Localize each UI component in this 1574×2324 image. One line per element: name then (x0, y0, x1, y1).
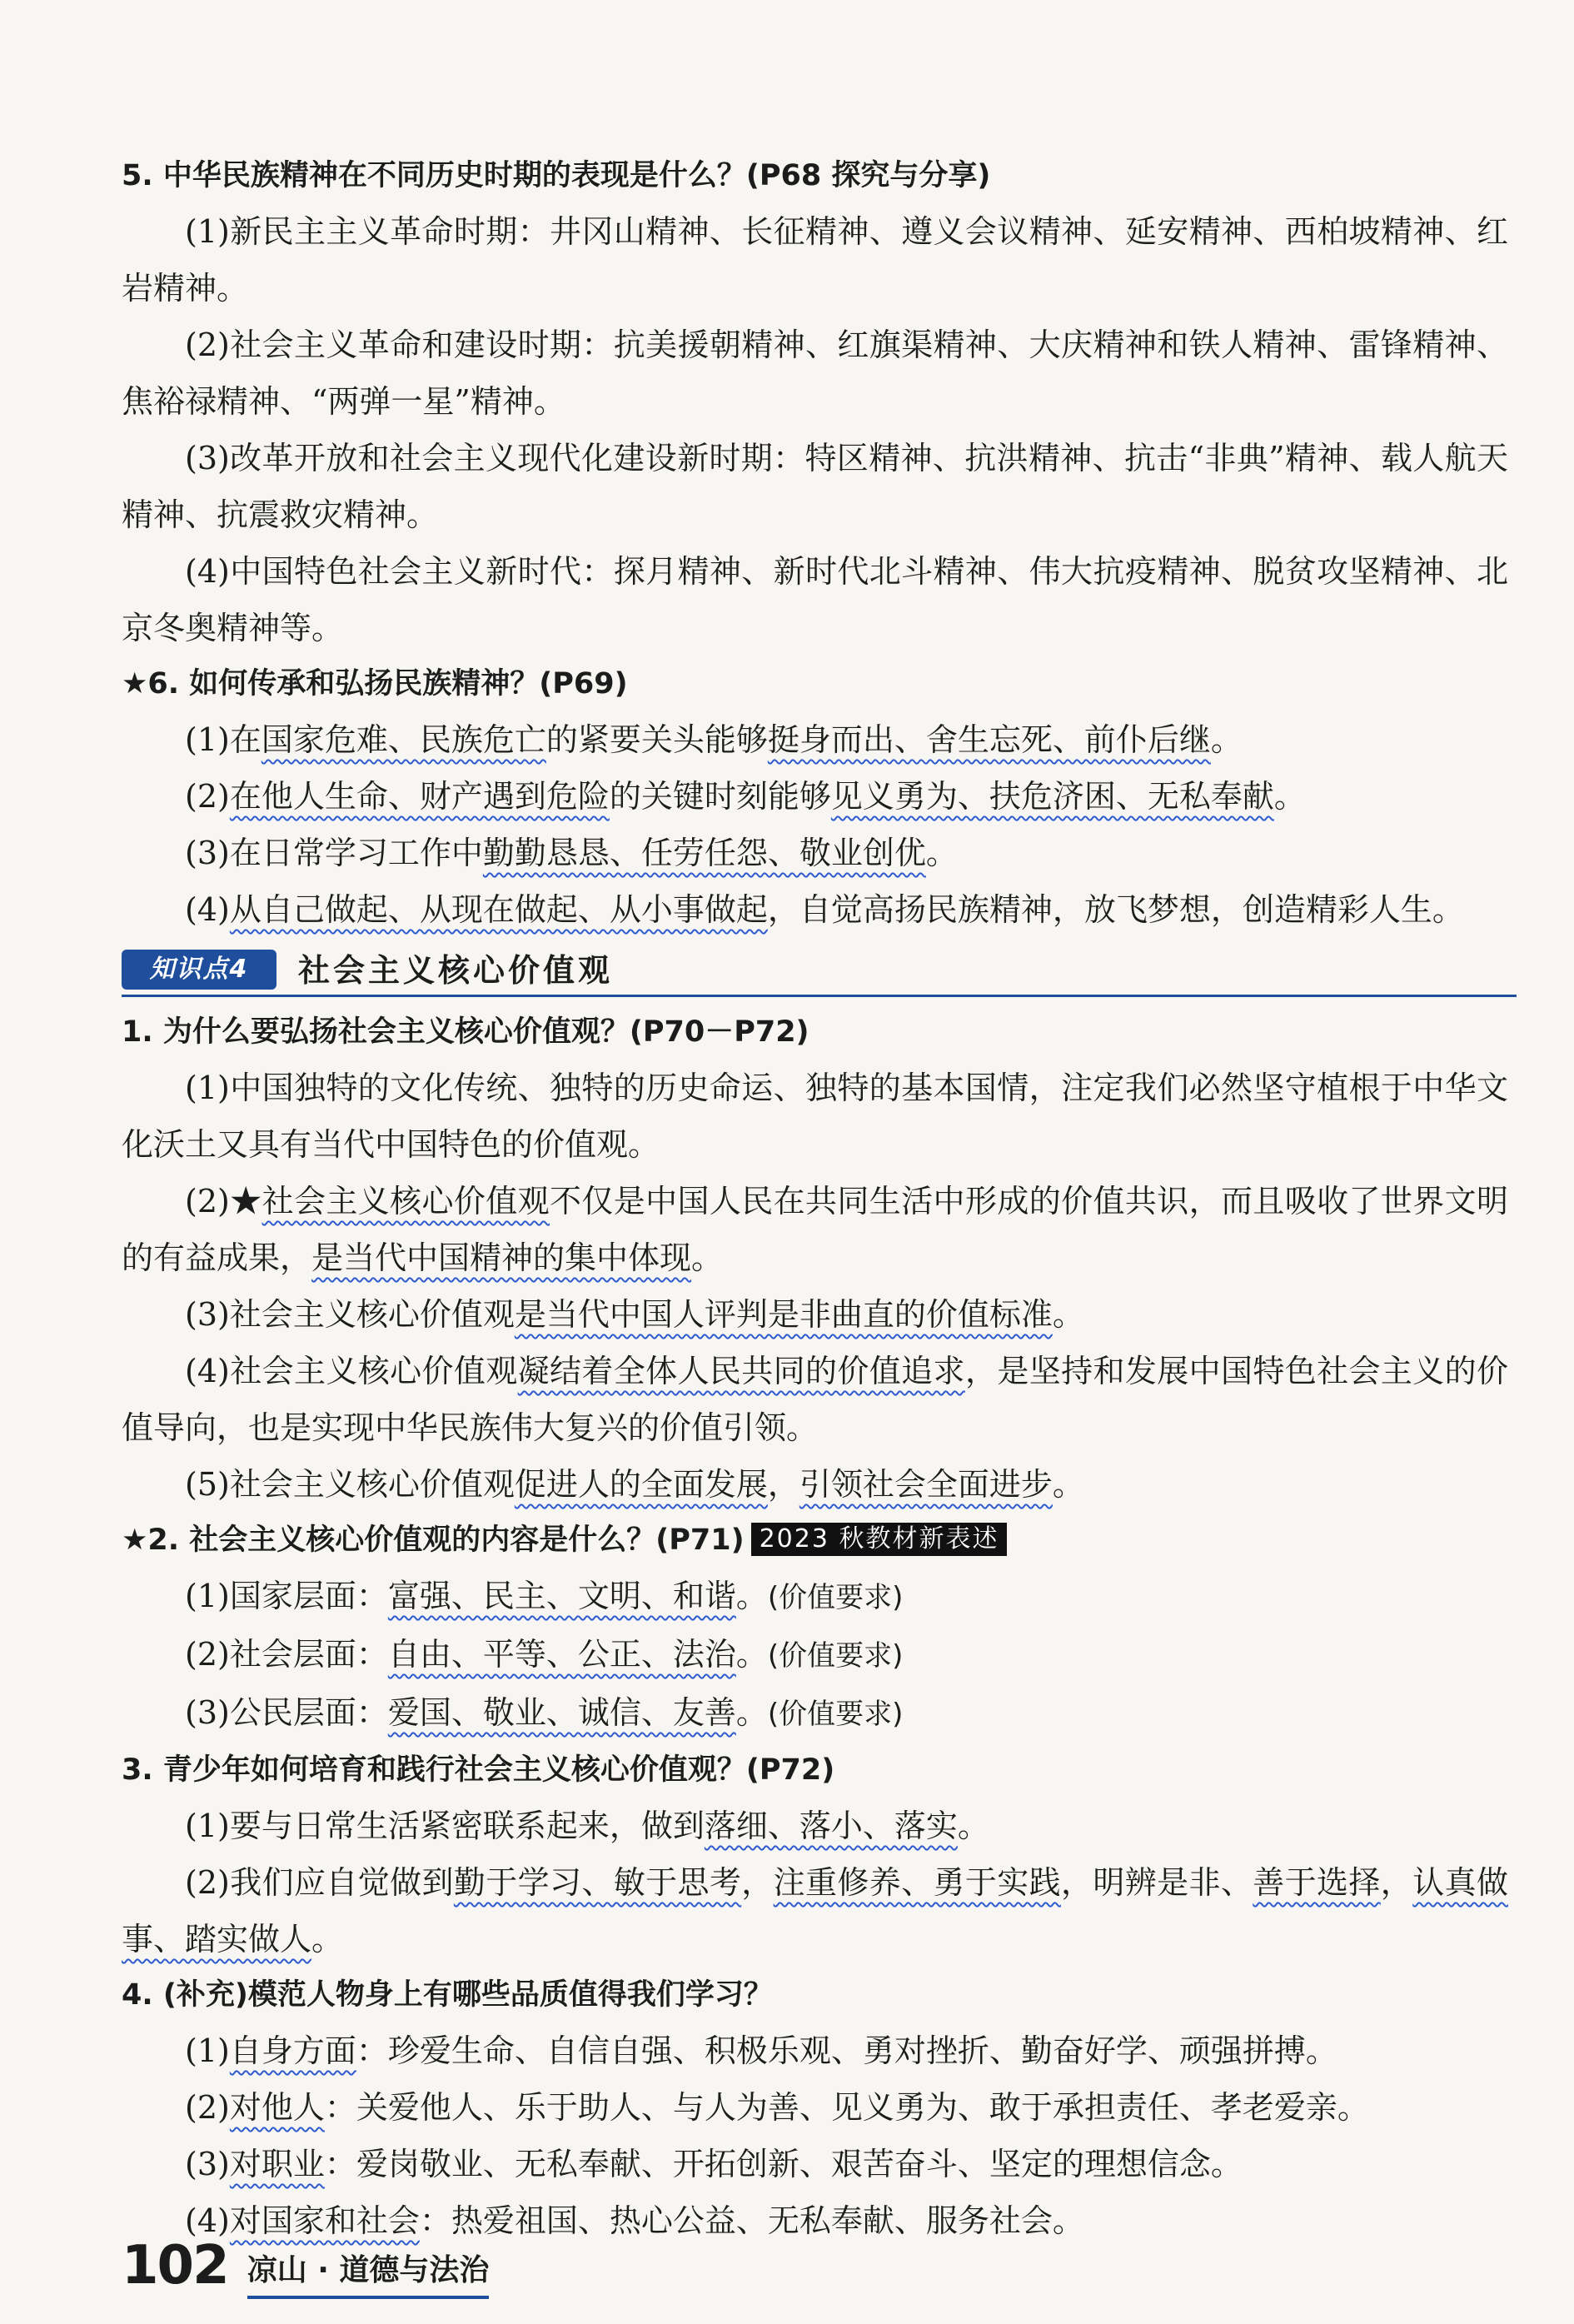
key-phrase: 引领社会全面进步 (799, 1466, 1053, 1503)
key-phrase: 富强、民主、文明、和谐 (387, 1578, 736, 1614)
answer-paragraph: (1)新民主主义革命时期：井冈山精神、长征精神、遵义会议精神、延安精神、西柏坡精神、红岩精神。 (122, 213, 1508, 307)
key-phrase: 自身方面 (229, 2032, 356, 2069)
key-phrase: 促进人的全面发展 (514, 1466, 768, 1503)
key-phrase: 认真做事、踏实做人 (122, 1864, 1508, 1957)
answer-paragraph: (1)国家层面：富强、民主、文明、和谐。(价值要求) (185, 1578, 904, 1614)
key-phrase: 社会主义核心价值观 (262, 1183, 550, 1219)
key-phrase: 见义勇为、扶危济困、无私奉献 (830, 778, 1274, 815)
answer-paragraph: (4)社会主义核心价值观凝结着全体人民共同的价值追求，是坚持和发展中国特色社会主义的价值导向，也是实现中华民族伟大复兴的价值引领。 (122, 1353, 1508, 1446)
answer-paragraph: (3)社会主义核心价值观是当代中国人评判是非曲直的价值标准。 (185, 1296, 1084, 1333)
answer-paragraph: (1)自身方面：珍爱生命、自信自强、积极乐观、勇对挫折、勤奋好学、顽强拼搏。 (185, 2032, 1337, 2069)
answer-paragraph: (3)改革开放和社会主义现代化建设新时期：特区精神、抗洪精神、抗击“非典”精神、载人航天精神、抗震救灾精神。 (122, 440, 1508, 533)
key-phrase: 注重修养、勇于实践 (773, 1864, 1062, 1901)
answer-paragraph: (2)社会主义革命和建设时期：抗美援朝精神、红旗渠精神、大庆精神和铁人精神、雷锋精神、焦裕禄精神、“两弹一星”精神。 (122, 327, 1508, 420)
key-phrase: 勤勤恳恳、任劳任怨、敬业创优 (482, 835, 926, 871)
value-note: (价值要求) (767, 1581, 904, 1614)
answer-paragraph: (2)我们应自觉做到勤于学习、敏于思考，注重修养、勇于实践，明辨是非、善于选择，认真做事、踏实做人。 (122, 1864, 1508, 1957)
key-phrase: 善于选择 (1253, 1864, 1381, 1901)
key-phrase: 自由、平等、公正、法治 (387, 1636, 736, 1673)
key-phrase: 爱国、敬业、诚信、友善 (387, 1694, 736, 1731)
key-phrase: 是当代中国人评判是非曲直的价值标准 (514, 1296, 1053, 1333)
answer-paragraph: (4)对国家和社会：热爱祖国、热心公益、无私奉献、服务社会。 (185, 2202, 1084, 2239)
section-title: 社会主义核心价值观 (298, 952, 614, 989)
answer-paragraph: (3)对职业：爱岗敬业、无私奉献、开拓创新、艰苦奋斗、坚定的理想信念。 (185, 2146, 1243, 2182)
page-number: 102 (122, 2235, 228, 2297)
question-5-heading: 5. 中华民族精神在不同历史时期的表现是什么？(P68 探究与分享) (122, 159, 991, 192)
knowledge-point-badge: 知识点4 (122, 950, 276, 990)
key-phrase: 对他人 (229, 2089, 325, 2126)
answer-paragraph: (2)★社会主义核心价值观不仅是中国人民在共同生活中形成的价值共识，而且吸收了世界文明的有益成果，是当代中国精神的集中体现。 (122, 1183, 1508, 1276)
answer-paragraph: (1)中国独特的文化传统、独特的历史命运、独特的基本国情，注定我们必然坚守植根于中华文化沃土又具有当代中国特色的价值观。 (122, 1070, 1508, 1163)
title-underline (247, 2296, 490, 2299)
value-note: (价值要求) (767, 1698, 904, 1731)
key-phrase: 对国家和社会 (229, 2202, 420, 2239)
answer-paragraph: (2)社会层面：自由、平等、公正、法治。(价值要求) (185, 1636, 904, 1673)
key-phrase: 勤于学习、敏于思考 (453, 1864, 742, 1901)
page-content (122, 148, 1508, 2249)
book-title: 凉山 · 道德与法治 (247, 2247, 490, 2299)
key-phrase: 国家危难、民族危亡 (261, 721, 546, 758)
key-phrase: 从自己做起、从现在做起、从小事做起 (229, 891, 768, 928)
answer-paragraph: (3)公民层面：爱国、敬业、诚信、友善。(价值要求) (185, 1694, 904, 1731)
key-phrase: 落细、落小、落实 (704, 1808, 958, 1844)
key-phrase: 是当代中国精神的集中体现 (311, 1239, 692, 1276)
answer-paragraph: (4)从自己做起、从现在做起、从小事做起，自觉高扬民族精神，放飞梦想，创造精彩人生。 (185, 891, 1464, 928)
question-2-heading: ★2. 社会主义核心价值观的内容是什么？(P71) 2023 秋教材新表述 (122, 1513, 1508, 1568)
answer-paragraph: (5)社会主义核心价值观促进人的全面发展，引领社会全面进步。 (185, 1466, 1084, 1503)
answer-paragraph: (4)中国特色社会主义新时代：探月精神、新时代北斗精神、伟大抗疫精神、脱贫攻坚精神、北京冬奥精神等。 (122, 553, 1508, 646)
answer-paragraph: (1)要与日常生活紧密联系起来，做到落细、落小、落实。 (185, 1808, 989, 1844)
question-1-heading: 1. 为什么要弘扬社会主义核心价值观？(P70－P72) (122, 1015, 809, 1049)
key-phrase: 在他人生命、财产遇到危险 (229, 778, 610, 815)
answer-paragraph: (2)对他人：关爱他人、乐于助人、与人为善、见义勇为、敢于承担责任、孝老爱亲。 (185, 2089, 1369, 2126)
question-4-heading: 4. (补充)模范人物身上有哪些品质值得我们学习？ (122, 1978, 773, 2012)
answer-paragraph: (1)在国家危难、民族危亡的紧要关头能够挺身而出、舍生忘死、前仆后继。 (185, 721, 1243, 758)
new-edition-tag: 2023 秋教材新表述 (751, 1523, 1008, 1556)
answer-paragraph: (2)在他人生命、财产遇到危险的关键时刻能够见义勇为、扶危济困、无私奉献。 (185, 778, 1306, 815)
question-6-heading: ★6. 如何传承和弘扬民族精神？(P69) (122, 667, 628, 701)
section-header (122, 943, 1508, 1001)
value-note: (价值要求) (767, 1639, 904, 1673)
answer-paragraph: (3)在日常学习工作中勤勤恳恳、任劳任怨、敬业创优。 (185, 835, 958, 871)
section-divider (122, 995, 1517, 997)
page-footer (122, 2232, 489, 2299)
question-3-heading: 3. 青少年如何培育和践行社会主义核心价值观？(P72) (122, 1753, 835, 1787)
key-phrase: 对职业 (229, 2146, 325, 2182)
key-phrase: 挺身而出、舍生忘死、前仆后继 (767, 721, 1211, 758)
key-phrase: 凝结着全体人民共同的价值追求 (517, 1353, 965, 1389)
